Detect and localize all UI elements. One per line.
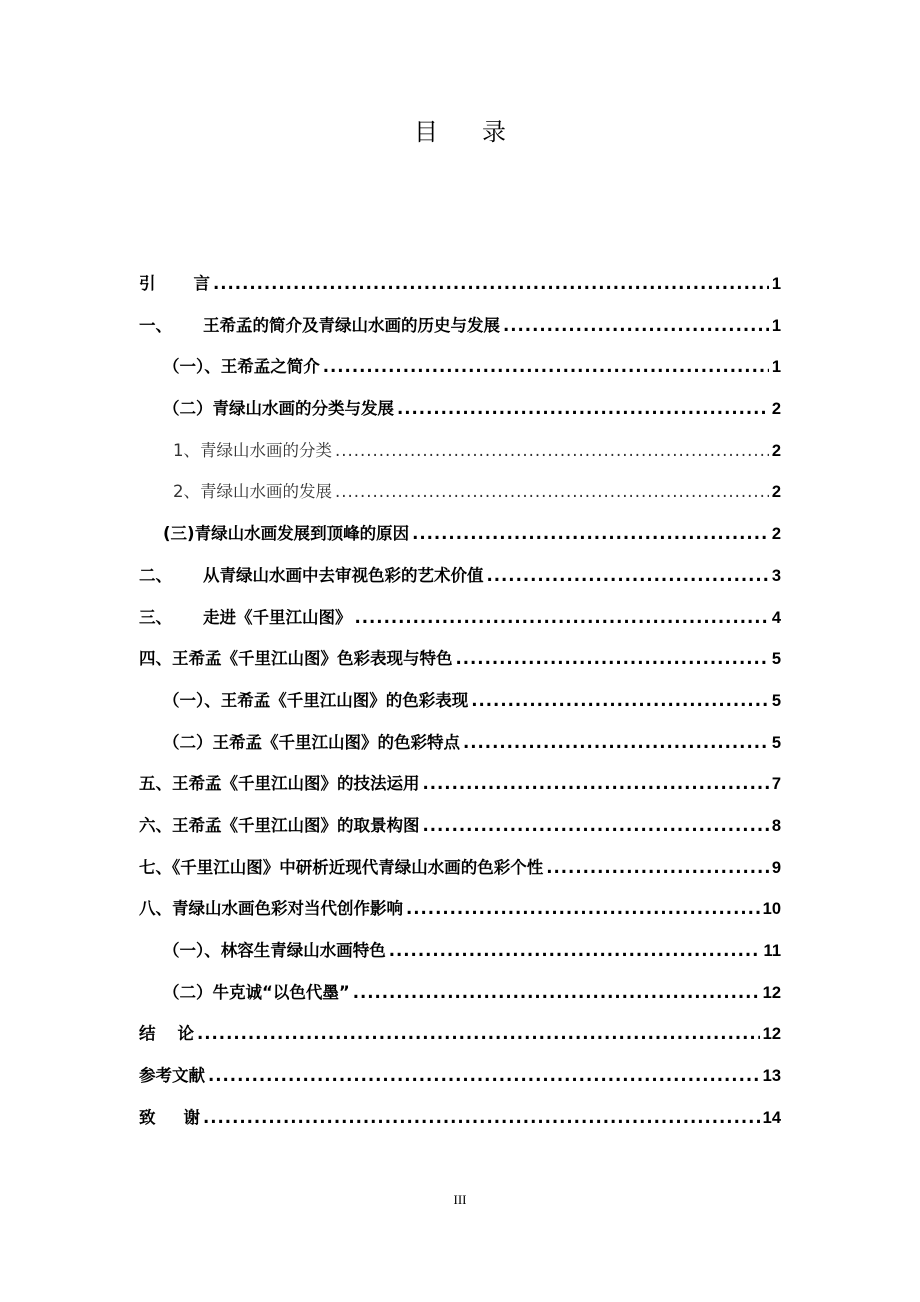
toc-entry-label: （二）牛克诚“以色代墨” <box>163 982 350 1002</box>
dot-leader <box>353 983 760 1002</box>
toc-page-number: 12 <box>762 1025 781 1044</box>
toc-entry-label: 致 谢 <box>139 1107 200 1127</box>
dot-leader <box>456 649 769 668</box>
dot-leader <box>335 441 769 460</box>
toc-entry-label: 2、青绿山水画的发展 <box>173 482 332 502</box>
toc-entry-label: (三)青绿山水画发展到顶峰的原因 <box>163 524 410 544</box>
toc-entry-label: （二）王希孟《千里江山图》的色彩特点 <box>163 732 460 752</box>
toc-page-number: 7 <box>771 775 781 794</box>
toc-entry-label: （二）青绿山水画的分类与发展 <box>163 399 394 419</box>
toc-entry-section-4-2[interactable] <box>139 729 781 771</box>
title-char-2: 录 <box>482 118 550 146</box>
toc-entry-chapter-6[interactable] <box>139 812 781 854</box>
toc-entry-subsection-2[interactable] <box>139 478 781 520</box>
toc-page-number: 5 <box>771 691 781 710</box>
toc-page-number: 4 <box>771 608 781 627</box>
toc-page-number: 12 <box>762 983 781 1002</box>
toc-entry-chapter-3[interactable] <box>139 604 781 646</box>
dot-leader <box>503 316 769 335</box>
toc-entry-introduction[interactable] <box>139 270 781 312</box>
toc-entry-chapter-7[interactable] <box>139 854 781 896</box>
page-number-footer: III <box>453 1192 467 1207</box>
toc-entry-conclusion[interactable] <box>139 1020 781 1062</box>
dot-leader <box>423 816 769 835</box>
toc-entry-section-1-2[interactable] <box>139 395 781 437</box>
toc-page-number: 2 <box>771 400 781 419</box>
table-of-contents <box>139 270 781 1145</box>
toc-entry-subsection-1[interactable] <box>139 437 781 479</box>
toc-page-number: 5 <box>771 733 781 752</box>
toc-entry-section-8-1[interactable] <box>139 937 781 979</box>
toc-entry-label: 八、青绿山水画色彩对当代创作影响 <box>139 899 403 919</box>
toc-entry-chapter-4[interactable] <box>139 645 781 687</box>
dot-leader <box>412 524 769 543</box>
toc-entry-chapter-8[interactable] <box>139 895 781 937</box>
dot-leader <box>423 774 769 793</box>
toc-entry-section-1-1[interactable] <box>139 353 781 395</box>
toc-page-number: 5 <box>771 650 781 669</box>
toc-page-number: 1 <box>771 316 781 335</box>
toc-page-number: 9 <box>771 858 781 877</box>
toc-entry-label: （一）、王希孟《千里江山图》的色彩表现 <box>163 690 469 710</box>
dot-leader <box>389 941 761 960</box>
toc-page-number: 1 <box>771 275 781 293</box>
toc-entry-chapter-2[interactable] <box>139 562 781 604</box>
toc-entry-label: （一）、林容生青绿山水画特色 <box>163 941 386 960</box>
title-char-1: 目 <box>414 118 482 146</box>
toc-entry-references[interactable] <box>139 1062 781 1104</box>
dot-leader <box>197 1024 760 1043</box>
dot-leader <box>208 1066 760 1085</box>
dot-leader <box>546 858 769 877</box>
toc-page-number: 2 <box>771 525 781 544</box>
dot-leader <box>406 899 760 918</box>
toc-entry-label: 一、 王希孟的简介及青绿山水画的历史与发展 <box>139 315 500 335</box>
toc-page-number: 1 <box>771 358 781 377</box>
toc-entry-label: 七、《千里江山图》中研析近现代青绿山水画的色彩个性 <box>139 857 544 877</box>
page-title <box>0 112 920 147</box>
toc-entry-label: 引 言 <box>139 274 210 293</box>
toc-entry-label: 1、青绿山水画的分类 <box>173 440 332 460</box>
dot-leader <box>471 691 769 710</box>
toc-entry-label: 四、王希孟《千里江山图》色彩表现与特色 <box>139 649 453 669</box>
toc-entry-chapter-5[interactable] <box>139 770 781 812</box>
toc-entry-label: 二、 从青绿山水画中去审视色彩的艺术价值 <box>139 565 484 585</box>
toc-entry-section-8-2[interactable] <box>139 979 781 1021</box>
toc-entry-label: （一）、王希孟之简介 <box>163 357 320 377</box>
toc-entry-label: 参考文献 <box>139 1066 205 1086</box>
toc-entry-label: 三、 走进《千里江山图》 <box>139 607 352 627</box>
toc-page-number: 2 <box>771 441 781 460</box>
dot-leader <box>323 357 769 376</box>
toc-entry-label: 六、王希孟《千里江山图》的取景构图 <box>139 815 420 835</box>
dot-leader <box>355 608 769 627</box>
dot-leader <box>397 399 769 418</box>
toc-entry-label: 五、王希孟《千里江山图》的技法运用 <box>139 774 420 794</box>
dot-leader <box>463 733 769 752</box>
dot-leader <box>213 274 769 293</box>
toc-page-number: 14 <box>762 1108 781 1127</box>
dot-leader <box>487 566 769 585</box>
dot-leader <box>203 1108 760 1127</box>
toc-page-number: 8 <box>771 816 781 835</box>
toc-page-number: 10 <box>762 900 781 919</box>
toc-entry-label: 结 论 <box>139 1024 194 1044</box>
toc-page-number: 2 <box>771 483 781 502</box>
dot-leader <box>335 482 769 501</box>
toc-entry-chapter-1[interactable] <box>139 312 781 354</box>
toc-page-number: 11 <box>763 942 781 960</box>
toc-page-number: 13 <box>762 1067 781 1086</box>
toc-page-number: 3 <box>771 566 781 585</box>
toc-entry-acknowledgements[interactable] <box>139 1104 781 1146</box>
toc-entry-section-4-1[interactable] <box>139 687 781 729</box>
toc-entry-section-1-3[interactable] <box>139 520 781 562</box>
